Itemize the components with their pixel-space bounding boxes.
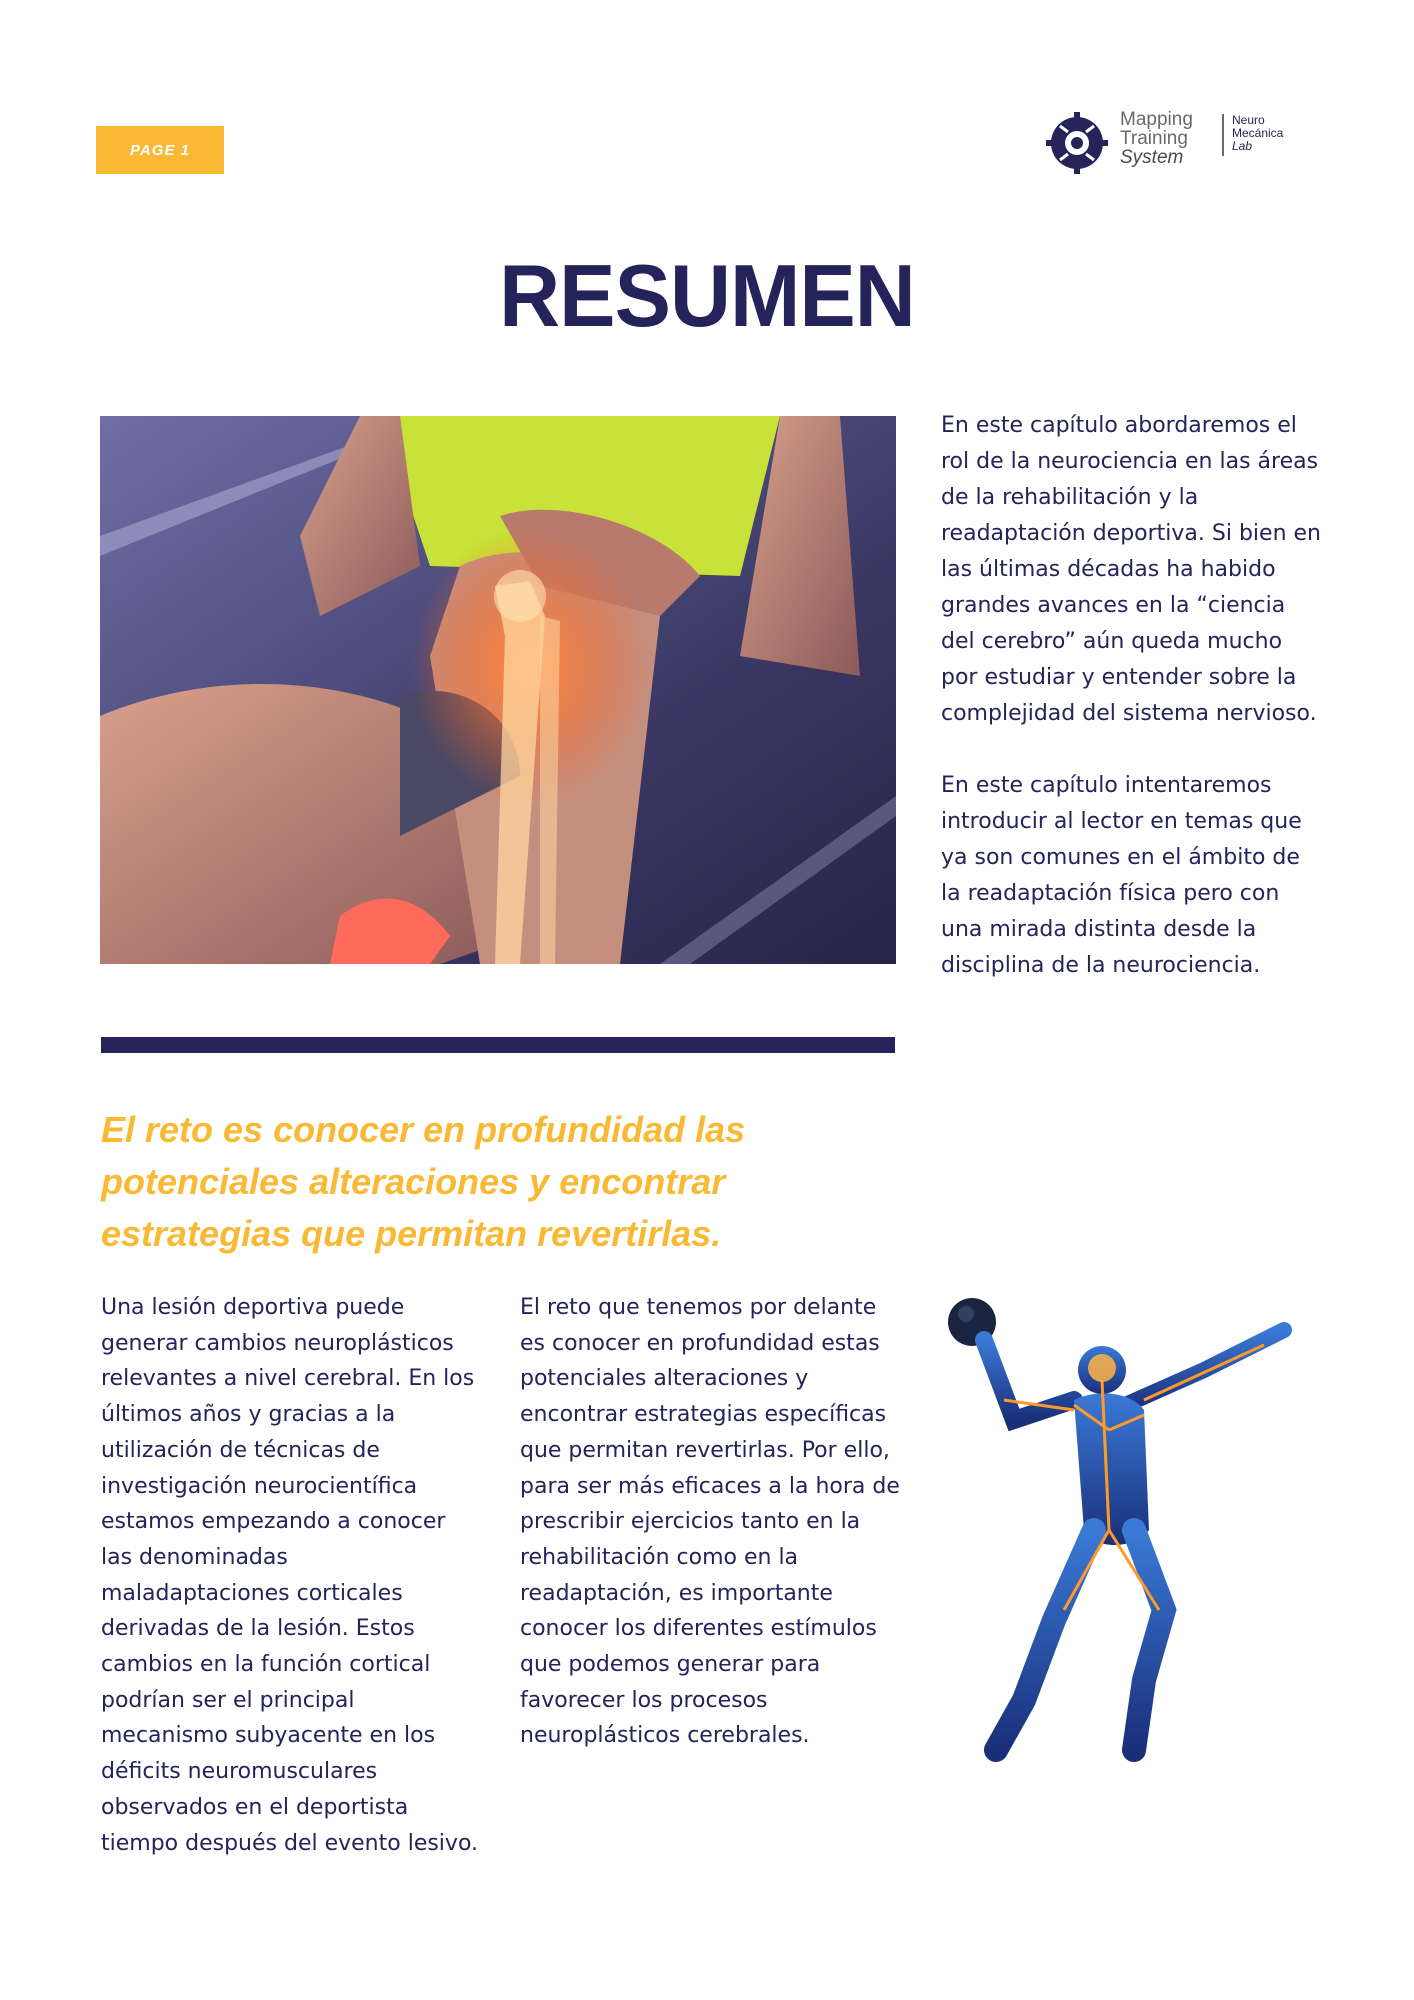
- brain-gear-logo-icon: [1046, 112, 1108, 174]
- knee-injury-photo: [100, 416, 896, 964]
- intro-text: [941, 408, 1321, 1020]
- logo-sub-mecanica: Mecánica: [1232, 126, 1284, 140]
- logo-separator: [1222, 114, 1224, 156]
- logo-line-mapping: Mapping: [1120, 109, 1193, 130]
- logo-wordmark: [1120, 110, 1193, 167]
- intro-paragraph-1: En este capítulo abordaremos el rol de la neurociencia en las áreas de la rehabilitación y la readaptación deportiva. Si bien en las últimas décadas ha habido grandes avances en la “ciencia del cerebro” aún queda mucho por estudiar y entender sobre la complejidad del sistema nervioso.: [941, 413, 1321, 726]
- nervous-system-athlete-illustration: [944, 1280, 1324, 1780]
- logo-sub-neuro: Neuro: [1232, 113, 1265, 127]
- logo-line-training: Training: [1120, 128, 1188, 149]
- pull-quote: El reto es conocer en profundidad las potenciales alteraciones y encontrar estrategias que permitan revertirlas.: [101, 1109, 746, 1254]
- logo-sublabel: [1232, 114, 1283, 153]
- brand-logo: [1046, 108, 1306, 174]
- page-title: RESUMEN: [499, 246, 915, 345]
- section-divider: [101, 1037, 895, 1053]
- page-badge: PAGE 1: [96, 126, 224, 174]
- logo-sub-lab: Lab: [1232, 139, 1253, 153]
- intro-paragraph-2: En este capítulo intentaremos introducir al lector en temas que ya son comunes en el ámbito de la readaptación física pero con una mirada distinta desde la disciplina de la neurociencia.: [941, 773, 1302, 978]
- body-column-1: Una lesión deportiva puede generar cambios neuroplásticos relevantes a nivel cerebral. En los últimos años y gracias a la utilización de técnicas de investigación neurocientífica estamos empezando a conocer las denominadas maladaptaciones corticales derivadas de la lesión. Estos cambios en la función cortical podrían ser el principal mecanismo subyacente en los déficits neuromusculares observados en el deportista tiempo después del evento lesivo.: [101, 1295, 479, 1856]
- logo-line-system: System: [1120, 147, 1184, 168]
- body-column-2: El reto que tenemos por delante es conocer en profundidad estas potenciales alteraciones y encontrar estrategias específicas que permitan revertirlas. Por ello, para ser más eficaces a la hora de prescribir ejercicios tanto en la rehabilitación como en la readaptación, es importante conocer los diferentes estímulos que podemos generar para favorecer los procesos neuroplásticos cerebrales.: [520, 1295, 900, 1749]
